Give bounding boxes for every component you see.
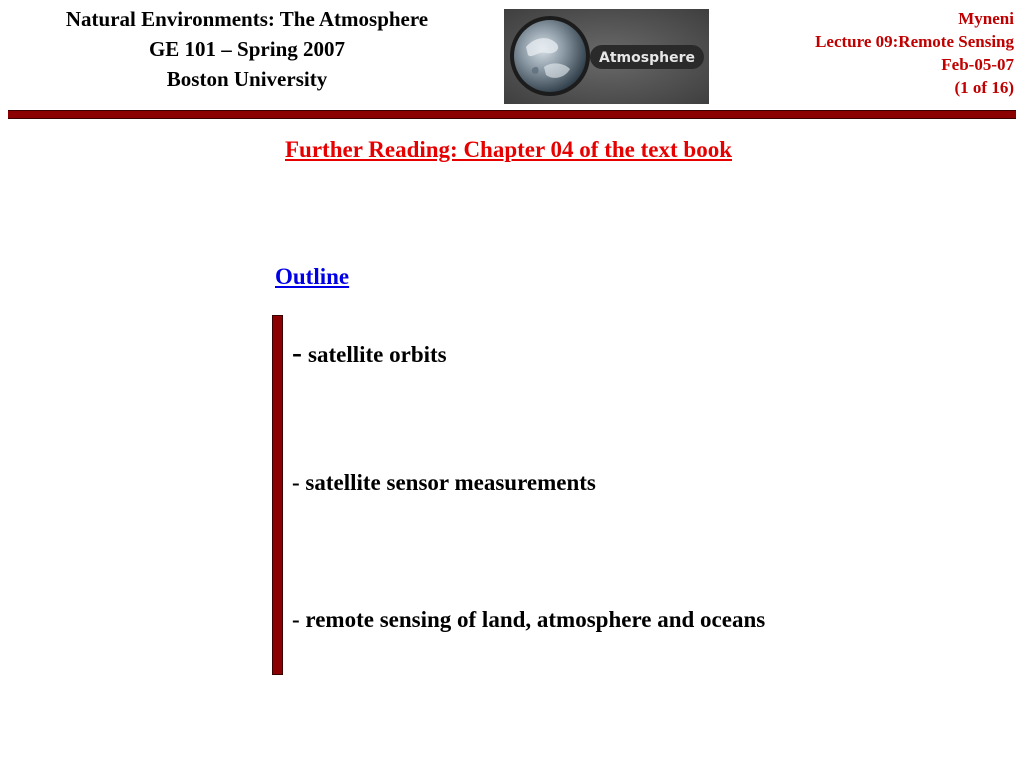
course-code: GE 101 – Spring 2007 xyxy=(148,37,346,61)
page-number: (1 of 16) xyxy=(954,78,1014,97)
lecture-date: Feb-05-07 xyxy=(941,55,1014,74)
earth-globe-icon xyxy=(504,9,709,104)
outline-bullet-dash: - xyxy=(292,336,302,369)
outline-item-sensor-measurements: - satellite sensor measurements xyxy=(292,470,596,495)
outline-item-text: satellite orbits xyxy=(308,342,447,367)
lecture-info xyxy=(815,7,1014,99)
header-divider xyxy=(8,110,1016,119)
outline-item-remote-sensing: - remote sensing of land, atmosphere and oceans xyxy=(292,607,766,632)
course-title: Natural Environments: The Atmosphere xyxy=(65,7,429,31)
author-name: Myneni xyxy=(958,9,1014,28)
logo-label: Atmosphere xyxy=(599,50,695,66)
lecture-title: Lecture 09:Remote Sensing xyxy=(815,32,1014,51)
further-reading-heading: Further Reading: Chapter 04 of the text book xyxy=(285,137,732,162)
outline-side-bar xyxy=(272,315,283,675)
institution: Boston University xyxy=(166,67,328,91)
course-header xyxy=(10,4,484,94)
outline-title: Outline xyxy=(275,264,350,289)
outline-item-satellite-orbits xyxy=(292,336,447,370)
atmosphere-logo xyxy=(504,9,709,104)
